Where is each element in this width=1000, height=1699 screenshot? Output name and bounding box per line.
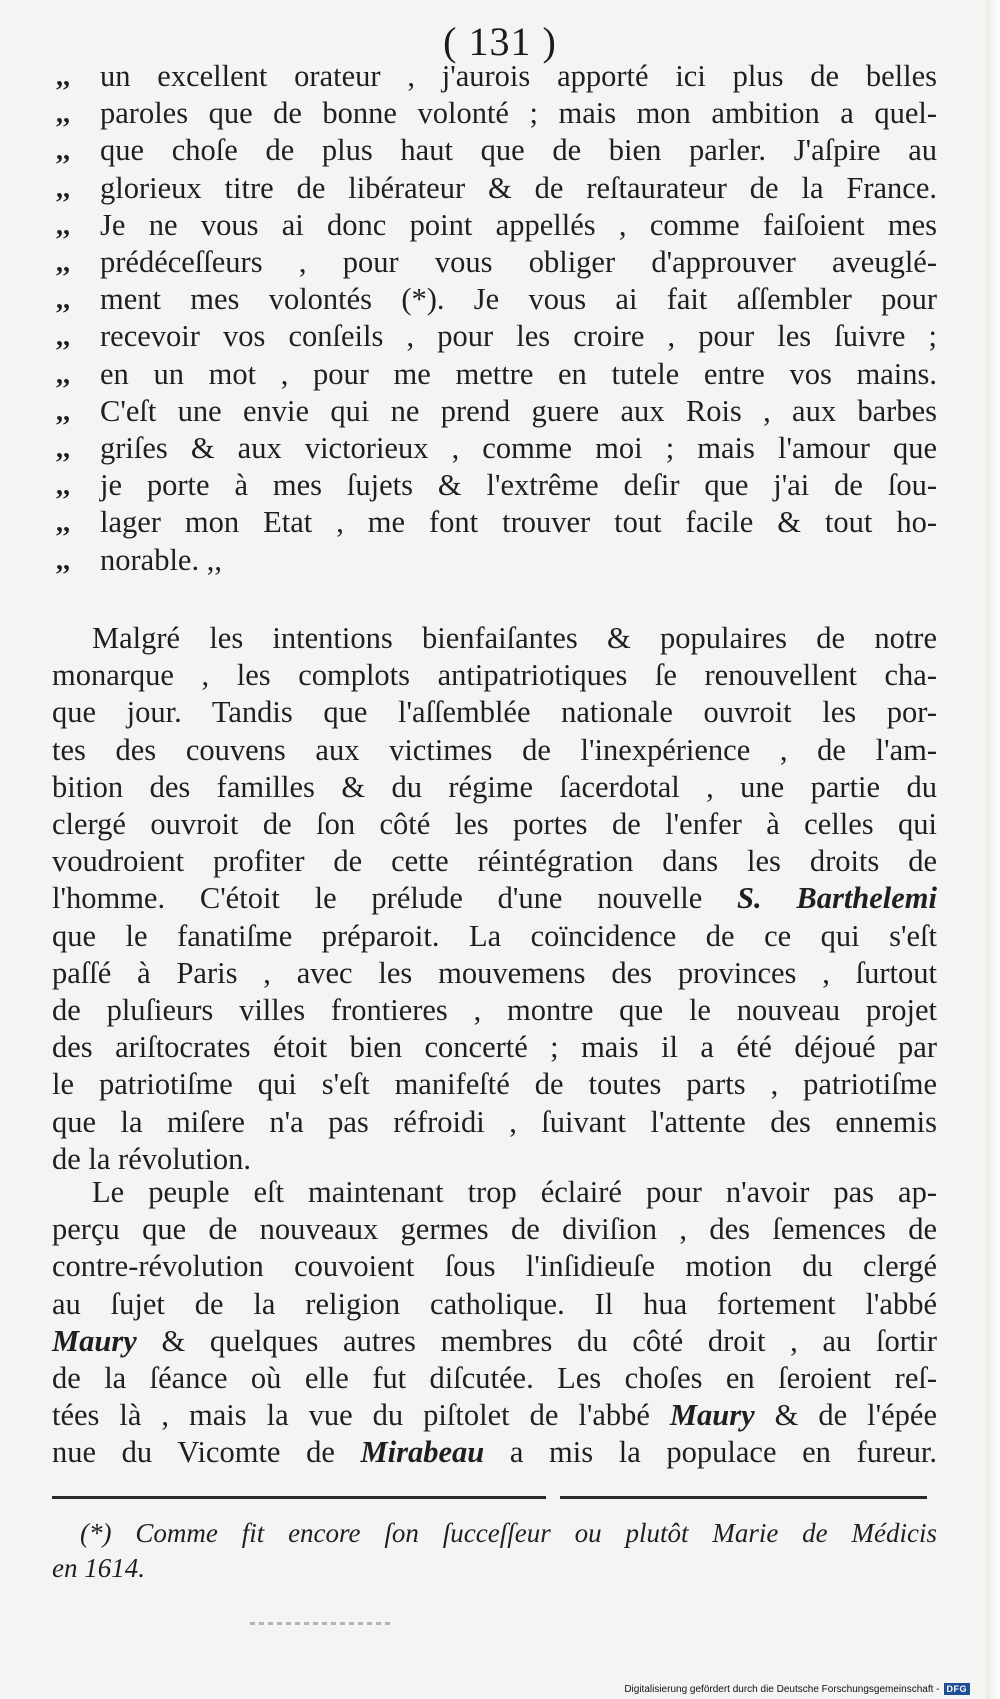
credit-text: Digitalisierung gefördert durch die Deutsche Forschungsgemeinschaft - [624, 1683, 940, 1695]
paragraph-line: Malgré les intentions bienfaiſantes & populaires de notre [92, 621, 937, 655]
quote-text: norable. ,, [100, 542, 222, 577]
quote-mark: ,, [56, 544, 70, 576]
quote-text: ment mes volontés (*). Je vous ai fait aſſembler pour [100, 282, 937, 317]
footnote-divider [52, 1496, 546, 1499]
paragraph-line [52, 1434, 937, 1471]
quote-line [52, 393, 937, 430]
quote-mark: ,, [56, 470, 70, 502]
quote-text: en un mot , pour me mettre en tutele entre vos mains. [100, 356, 937, 391]
paragraph-line: de la ſéance où elle fut diſcutée. Les choſes en ſeroient reſ- [52, 1361, 937, 1396]
paragraph-line: que jour. Tandis que l'aſſemblée nationale ouvroit les por- [52, 695, 937, 730]
quote-mark: ,, [56, 135, 70, 167]
quote-text: griſes & aux victorieux , comme moi ; mais l'amour que [100, 431, 937, 466]
line-text: & de l'épée [774, 1398, 938, 1433]
paragraph-line: voudroient profiter de cette réintégration dans les droits de [52, 844, 937, 879]
quote-text: lager mon Etat , me font trouver tout facile & tout ho- [100, 505, 937, 540]
person-name: Maury [669, 1398, 755, 1433]
quoted-speech [52, 58, 937, 579]
paragraph-line: que la miſere n'a pas réfroidi , ſuivant l'attente des ennemis [52, 1104, 937, 1139]
quote-line [52, 467, 937, 504]
paragraph-line: le patriotiſme qui s'eſt manifeſté de toutes parts , patriotiſme [52, 1067, 937, 1102]
paragraph-line: Le peuple eſt maintenant trop éclairé pour n'avoir pas ap- [92, 1175, 937, 1209]
paragraph-line: tes des couvens aux victimes de l'inexpérience , de l'am- [52, 732, 937, 767]
paragraph-line [52, 1323, 937, 1360]
paragraph-line: de la révolution. [52, 1141, 252, 1176]
footnote-line: (*) Comme fit encore ſon ſucceſſeur ou plutôt Marie de Médicis [80, 1518, 937, 1548]
line-text: nue du Vicomte de [52, 1435, 335, 1470]
paragraph-line: contre-révolution couvoient ſous l'inſidieuſe motion du clergé [52, 1249, 937, 1284]
quote-mark: ,, [56, 507, 70, 539]
person-name: Maury [52, 1323, 137, 1358]
paragraph-line: paſſé à Paris , avec les mouvemens des provinces , ſurtout [52, 955, 937, 990]
paragraph-line: des ariſtocrates étoit bien concerté ; mais il a été déjoué par [52, 1030, 937, 1065]
line-text: tées là , mais la vue du piſtolet de l'abbé [52, 1398, 650, 1433]
paragraph-line: que le fanatiſme préparoit. La coïncidence de ce qui s'eſt [52, 918, 937, 953]
quote-line [52, 281, 937, 318]
quote-text: recevoir vos conſeils , pour les croire , pour les ſuivre ; [100, 319, 937, 354]
paragraph-line: perçu que de nouveaux germes de diviſion , des ſemences de [52, 1212, 937, 1247]
quote-text: prédéceſſeurs , pour vous obliger d'approuver aveuglé- [100, 245, 937, 280]
line-text: & quelques autres membres du côté droit , au ſortir [161, 1323, 937, 1358]
ink-smudge [250, 1622, 390, 1625]
footnote-line: en 1614. [52, 1553, 145, 1583]
footnote-divider [560, 1496, 927, 1499]
quote-mark: ,, [56, 98, 70, 130]
quote-mark: ,, [56, 358, 70, 390]
quote-text: que choſe de plus haut que de bien parler. J'aſpire au [100, 133, 937, 168]
quote-line [52, 207, 937, 244]
footnote [52, 1516, 937, 1586]
quote-text: Je ne vous ai donc point appellés , comme faiſoient mes [100, 207, 937, 242]
quote-line [52, 542, 937, 579]
paragraph-1 [52, 620, 937, 1178]
paragraph-line [52, 880, 937, 917]
quote-line [52, 504, 937, 541]
dfg-logo-icon: DFG [944, 1683, 971, 1695]
line-text: a mis la populace en fureur. [509, 1435, 937, 1470]
quote-line [52, 318, 937, 355]
quote-line [52, 132, 937, 169]
quote-line [52, 170, 937, 207]
quote-mark: ,, [56, 321, 70, 353]
person-name: Mirabeau [360, 1435, 485, 1470]
quote-text: je porte à mes ſujets & l'extrême deſir que j'ai de ſou- [100, 468, 937, 503]
quote-text: glorieux titre de libérateur & de reſtaurateur de la France. [100, 170, 937, 205]
quote-mark: ,, [56, 209, 70, 241]
digitization-credit [624, 1683, 970, 1695]
paragraph-line: bition des familles & du régime ſacerdotal , une partie du [52, 769, 937, 804]
paragraph-line: de pluſieurs villes frontieres , montre que le nouveau projet [52, 993, 937, 1028]
quote-mark: ,, [56, 172, 70, 204]
quote-text: un excellent orateur , j'aurois apporté ici plus de belles [100, 59, 937, 93]
page-number: ( 131 ) [443, 19, 557, 64]
quote-line [52, 58, 937, 95]
quote-line [52, 95, 937, 132]
paragraph-line [52, 1397, 937, 1434]
page-edge-shadow [986, 0, 1000, 1699]
quote-mark: ,, [56, 61, 70, 92]
quote-text: C'eſt une envie qui ne prend guere aux Rois , aux barbes [100, 393, 937, 428]
paragraph-line: clergé ouvroit de ſon côté les portes de l'enfer à celles qui [52, 807, 937, 842]
quote-line [52, 356, 937, 393]
paragraph-2 [52, 1174, 937, 1472]
quote-mark: ,, [56, 284, 70, 316]
quote-mark: ,, [56, 247, 70, 279]
paragraph-line: au ſujet de la religion catholique. Il hua fortement l'abbé [52, 1286, 937, 1321]
quote-mark: ,, [56, 395, 70, 427]
paragraph-line: monarque , les complots antipatriotiques ſe renouvellent cha- [52, 658, 937, 693]
quote-line [52, 430, 937, 467]
quote-mark: ,, [56, 433, 70, 465]
quote-line [52, 244, 937, 281]
line-text: l'homme. C'étoit le prélude d'une nouvelle [52, 881, 703, 916]
saint-name: S. Barthelemi [737, 881, 937, 916]
quote-text: paroles que de bonne volonté ; mais mon ambition a quel- [100, 96, 937, 131]
